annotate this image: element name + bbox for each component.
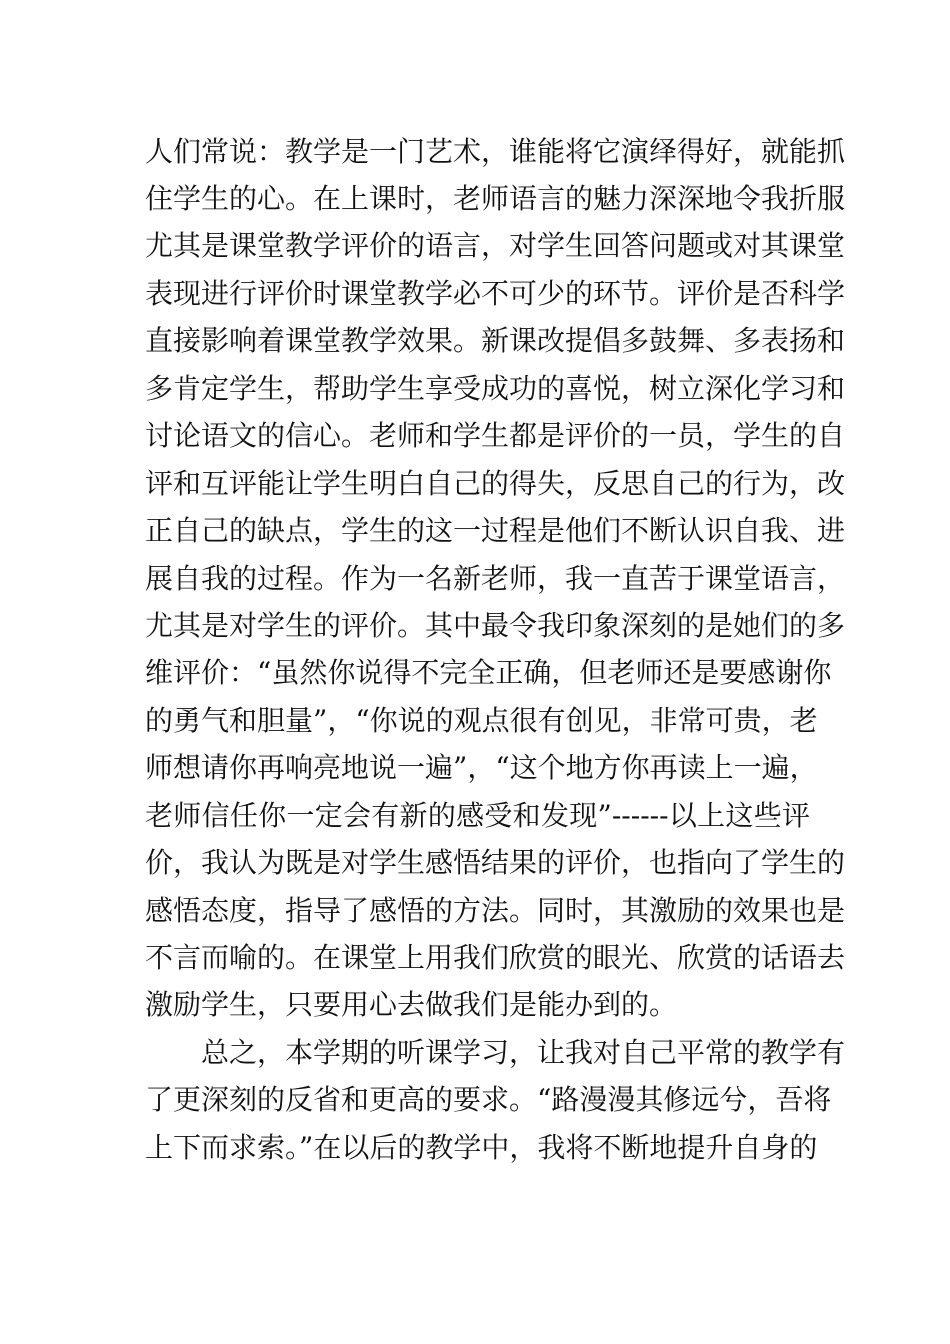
text-line: 尤其是对学生的评价。其中最令我印象深刻的是她们的多 xyxy=(145,609,846,642)
text-line: 直接影响着课堂教学效果。新课改提倡多鼓舞、多表扬和 xyxy=(145,324,846,357)
text-line: 多肯定学生，帮助学生享受成功的喜悦，树立深化学习和 xyxy=(145,372,846,405)
text-line: 感悟态度，指导了感悟的方法。同时，其激励的效果也是 xyxy=(145,894,846,927)
text-line: 展自我的过程。作为一名新老师，我一直苦于课堂语言， xyxy=(145,562,846,595)
text-line: 不言而喻的。在课堂上用我们欣赏的眼光、欣赏的话语去 xyxy=(145,941,846,974)
text-line: 师想请你再响亮地说一遍”，“这个地方你再读上一遍， xyxy=(145,751,818,784)
text-line: 评和互评能让学生明白自己的得失，反思自己的行为，改 xyxy=(145,467,846,500)
text-line: 住学生的心。在上课时，老师语言的魅力深深地令我折服 xyxy=(145,182,846,215)
text-line: 维评价：“虽然你说得不完全正确，但老师还是要感谢你 xyxy=(145,656,832,689)
text-line: 了更深刻的反省和更高的要求。“路漫漫其修远兮，吾将 xyxy=(145,1083,832,1116)
text-line: 激励学生，只要用心去做我们是能办到的。 xyxy=(145,988,678,1021)
text-line: 老师信任你一定会有新的感受和发现”------以上这些评 xyxy=(145,799,810,832)
text-line: 正自己的缺点，学生的这一过程是他们不断认识自我、进 xyxy=(145,514,846,547)
text-line: 上下而求索。”在以后的教学中，我将不断地提升自身的 xyxy=(145,1131,818,1164)
paragraph-first-line: 总之，本学期的听课学习，让我对自己平常的教学有 xyxy=(201,1036,846,1069)
text-line: 讨论语文的信心。老师和学生都是评价的一员，学生的自 xyxy=(145,419,846,452)
text-line: 的勇气和胆量”，“你说的观点很有创见，非常可贵，老 xyxy=(145,704,818,737)
text-line: 表现进行评价时课堂教学必不可少的环节。评价是否科学 xyxy=(145,277,846,310)
text-line: 价，我认为既是对学生感悟结果的评价，也指向了学生的 xyxy=(145,846,846,879)
text-line: 尤其是课堂教学评价的语言，对学生回答问题或对其课堂 xyxy=(145,229,846,262)
text-line: 人们常说：教学是一门艺术，谁能将它演绎得好，就能抓 xyxy=(145,135,846,168)
